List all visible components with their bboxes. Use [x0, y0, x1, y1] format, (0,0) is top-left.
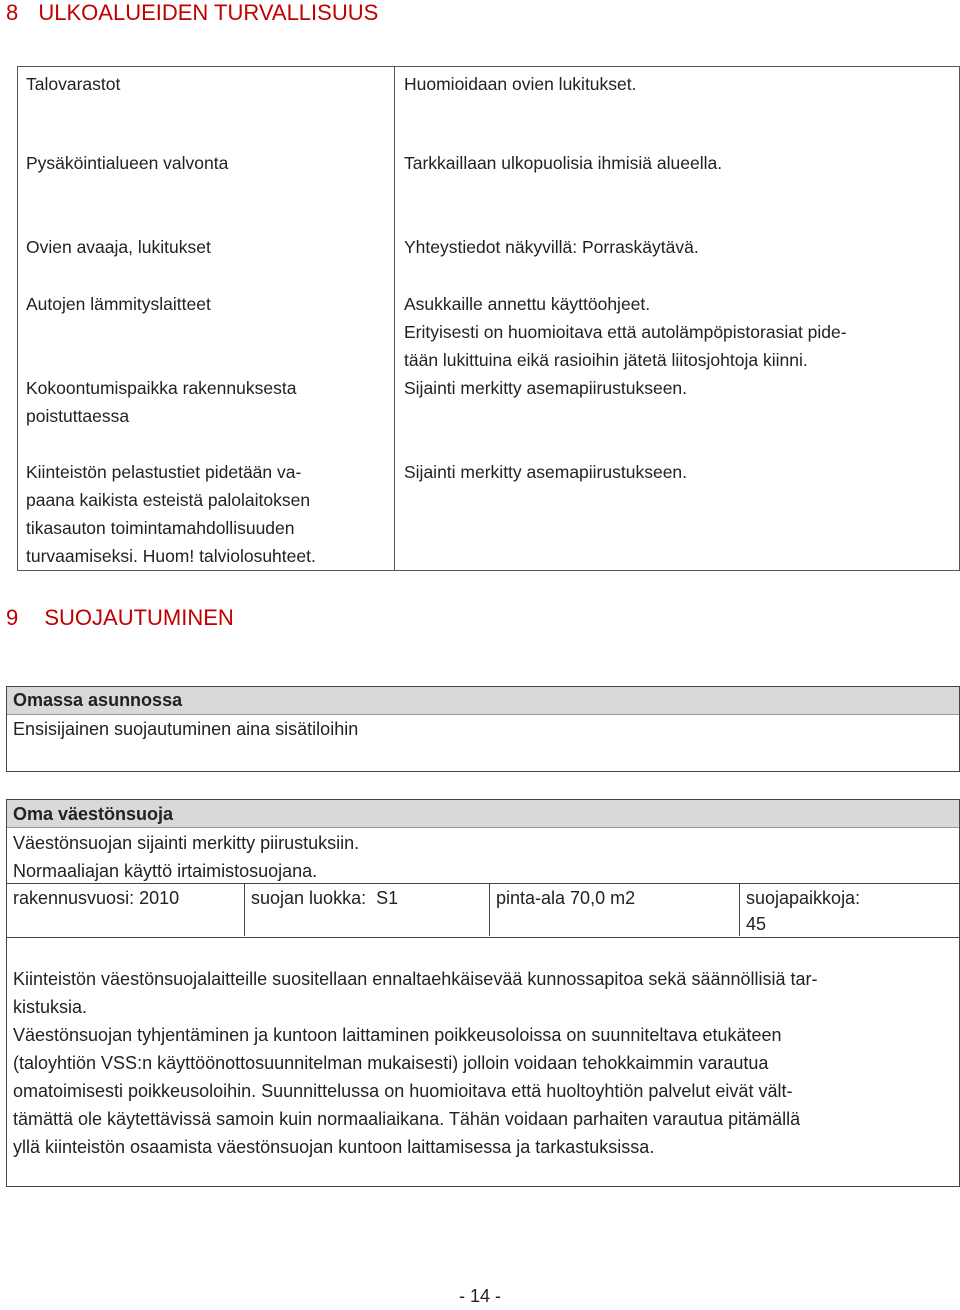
section-number: 8	[6, 0, 19, 25]
safety-table-divider	[394, 66, 395, 571]
row-left-line: paana kaikista esteistä palolaitoksen	[26, 490, 311, 510]
shelter-line: Väestönsuojan sijainti merkitty piirustuksiin.	[13, 833, 360, 853]
row-left-line: Kiinteistön pelastustiet pidetään va-	[26, 462, 302, 482]
shelter-places-label: suojapaikkoja:	[746, 888, 861, 908]
paragraph-line: tämättä ole käytettävissä samoin kuin normaaliaikana. Tähän voidaan parhaiten varautua pitämällä	[13, 1109, 801, 1129]
shelter-area: pinta-ala 70,0 m2	[496, 888, 636, 908]
row-right-text: Sijainti merkitty asemapiirustukseen.	[404, 462, 688, 482]
row-right-line: Asukkaille annettu käyttöohjeet.	[404, 294, 651, 314]
shelter-places-value: 45	[746, 914, 767, 934]
section-number: 9	[6, 605, 19, 630]
row-left-label: Pysäköintialueen valvonta	[26, 153, 229, 173]
row-left-line: poistuttaessa	[26, 406, 130, 426]
row-right-line: Erityisesti on huomioitava että autolämpöpistorasiat pide-	[404, 322, 847, 342]
section-8-heading	[6, 0, 378, 26]
section-title: SUOJAUTUMINEN	[44, 605, 234, 630]
shelter-class: suojan luokka: S1	[251, 888, 399, 908]
own-home-text: Ensisijainen suojautuminen aina sisätiloihin	[13, 719, 359, 739]
paragraph-line: Kiinteistön väestönsuojalaitteille suositellaan ennaltaehkäisevää kunnossapitoa sekä säännöllisiä tar-	[13, 969, 818, 989]
row-left-label: Ovien avaaja, lukitukset	[26, 237, 211, 257]
row-right-text: Tarkkaillaan ulkopuolisia ihmisiä alueella.	[404, 153, 723, 173]
row-right-line: tään lukittuina eikä rasioihin jätetä liitosjohtoja kiinni.	[404, 350, 808, 370]
row-left-line: tikasauton toimintamahdollisuuden	[26, 518, 295, 538]
row-right-text: Yhteystiedot näkyvillä: Porraskäytävä.	[404, 237, 699, 257]
paragraph-line: omatoimisesti poikkeusoloihin. Suunnittelussa on huomioitava että huoltoyhtiön palvelut eivät vält-	[13, 1081, 793, 1101]
row-left-label: Talovarastot	[26, 74, 121, 94]
row-left-label: Autojen lämmityslaitteet	[26, 294, 211, 314]
page-number: - 14 -	[458, 1286, 501, 1306]
shelter-year: rakennusvuosi: 2010	[13, 888, 180, 908]
row-right-text: Huomioidaan ovien lukitukset.	[404, 74, 637, 94]
shelter-line: Normaaliajan käyttö irtaimistosuojana.	[13, 861, 318, 881]
row-right-text: Sijainti merkitty asemapiirustukseen.	[404, 378, 688, 398]
paragraph-line: yllä kiinteistön osaamista väestönsuojan kuntoon laittamisessa ja tarkastuksissa.	[13, 1137, 655, 1157]
paragraph-line: kistuksia.	[13, 997, 88, 1017]
shelter-heading: Oma väestönsuoja	[13, 804, 174, 824]
own-home-heading: Omassa asunnossa	[13, 690, 183, 710]
row-left-line: Kokoontumispaikka rakennuksesta	[26, 378, 297, 398]
row-left-line: turvaamiseksi. Huom! talviolosuhteet.	[26, 546, 316, 566]
paragraph-line: Väestönsuojan tyhjentäminen ja kuntoon laittaminen poikkeusoloissa on suunniteltava etukäteen	[13, 1025, 782, 1045]
section-title: ULKOALUEIDEN TURVALLISUUS	[38, 0, 379, 25]
section-9-heading	[6, 605, 234, 631]
paragraph-line: (taloyhtiön VSS:n käyttöönottosuunnitelman mukaisesti) jolloin voidaan tehokkaimmin varautua	[13, 1053, 769, 1073]
